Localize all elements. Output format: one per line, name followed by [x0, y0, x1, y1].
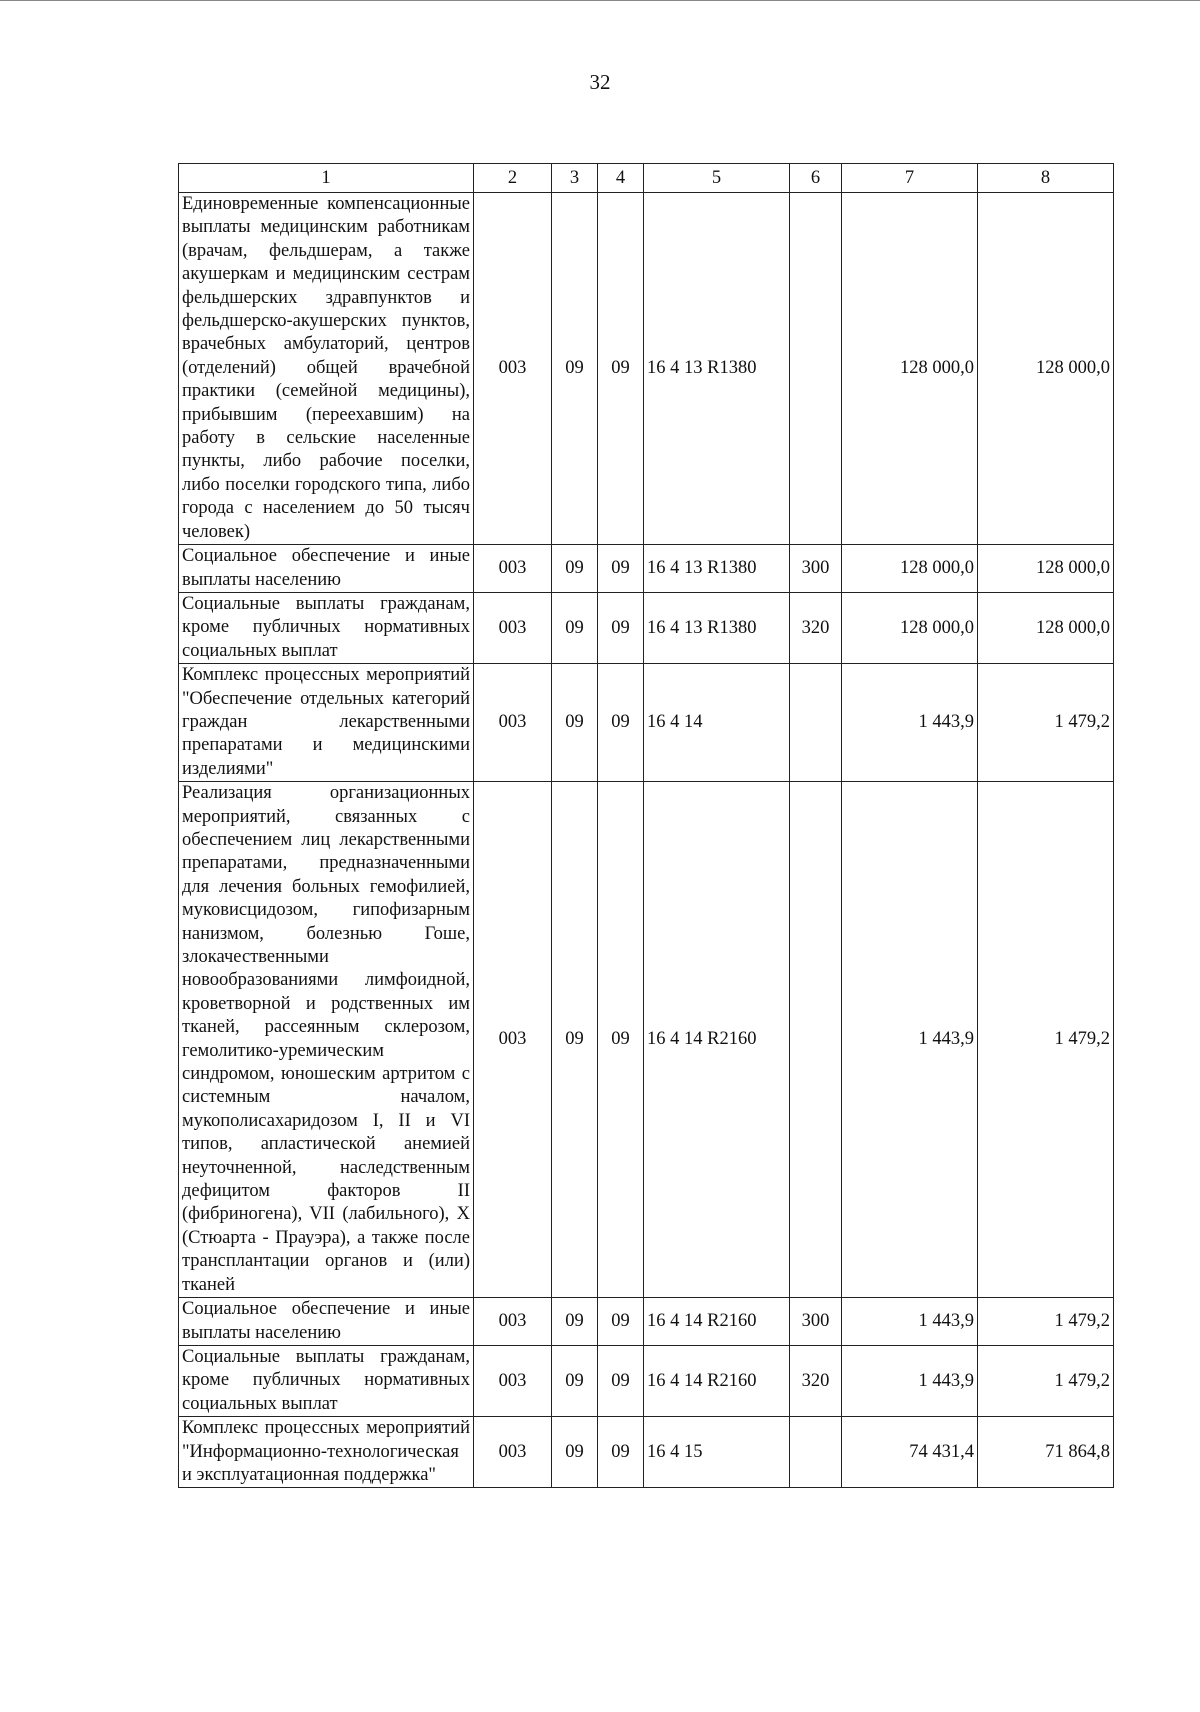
- row-ved-cell: 003: [474, 1345, 552, 1416]
- row-amount-1-cell: 128 000,0: [842, 592, 978, 663]
- table-row: [179, 193, 1114, 545]
- header-col-6: 6: [790, 164, 842, 193]
- row-target-code-cell: 16 4 13 R1380: [644, 193, 790, 545]
- row-section-cell: 09: [552, 592, 598, 663]
- row-ved-cell: 003: [474, 782, 552, 1298]
- header-col-8: 8: [978, 164, 1114, 193]
- row-subsection-cell: 09: [598, 664, 644, 782]
- row-name-cell: Комплекс процессных мероприятий "Обеспечение отдельных категорий граждан лекарственными препаратами и медицинскими изделиями": [179, 664, 474, 782]
- row-amount-1-cell: 1 443,9: [842, 1298, 978, 1346]
- table-header: [179, 164, 1114, 193]
- table-row: [179, 1417, 1114, 1488]
- row-ved-cell: 003: [474, 193, 552, 545]
- table-row: [179, 782, 1114, 1298]
- row-amount-2-cell: 128 000,0: [978, 545, 1114, 593]
- header-col-4: 4: [598, 164, 644, 193]
- row-amount-2-cell: 128 000,0: [978, 193, 1114, 545]
- row-expense-type-cell: 300: [790, 545, 842, 593]
- row-expense-type-cell: [790, 1417, 842, 1488]
- row-target-code-cell: 16 4 14: [644, 664, 790, 782]
- row-subsection-cell: 09: [598, 1345, 644, 1416]
- row-subsection-cell: 09: [598, 592, 644, 663]
- row-target-code-cell: 16 4 13 R1380: [644, 592, 790, 663]
- row-expense-type-cell: 320: [790, 592, 842, 663]
- row-section-cell: 09: [552, 193, 598, 545]
- table-row: [179, 1298, 1114, 1346]
- row-target-code-cell: 16 4 14 R2160: [644, 782, 790, 1298]
- row-ved-cell: 003: [474, 1298, 552, 1346]
- row-subsection-cell: 09: [598, 193, 644, 545]
- table-row: [179, 592, 1114, 663]
- row-amount-1-cell: 128 000,0: [842, 545, 978, 593]
- row-amount-2-cell: 1 479,2: [978, 1345, 1114, 1416]
- row-subsection-cell: 09: [598, 1298, 644, 1346]
- header-col-2: 2: [474, 164, 552, 193]
- row-amount-2-cell: 1 479,2: [978, 1298, 1114, 1346]
- table-row: [179, 1345, 1114, 1416]
- row-expense-type-cell: 320: [790, 1345, 842, 1416]
- row-amount-1-cell: 1 443,9: [842, 782, 978, 1298]
- row-amount-2-cell: 1 479,2: [978, 664, 1114, 782]
- row-amount-1-cell: 74 431,4: [842, 1417, 978, 1488]
- header-col-1: 1: [179, 164, 474, 193]
- header-row: [179, 164, 1114, 193]
- header-col-5: 5: [644, 164, 790, 193]
- row-name-cell: Реализация организационных мероприятий, связанных с обеспечением лиц лекарственными препаратами, предназначенными для лечения больных гемофилией, муковисцидозом, гипофизарным нанизмом, болезнью Гоше, злокачественными новообразованиями лимфоидной, кроветворной и родственных им тканей, рассеянным склерозом, гемолитико-уремическим синдромом, юношеским артритом с системным началом, мукополисахаридозом I, II и VI типов, апластической анемией неуточненной, наследственным дефицитом факторов II (фибриногена), VII (лабильного), X (Стюарта - Прауэра), а также после трансплантации органов и (или) тканей: [179, 782, 474, 1298]
- header-col-3: 3: [552, 164, 598, 193]
- table-row: [179, 545, 1114, 593]
- row-target-code-cell: 16 4 14 R2160: [644, 1298, 790, 1346]
- row-section-cell: 09: [552, 1345, 598, 1416]
- scan-top-edge: [0, 0, 1200, 1]
- row-amount-2-cell: 71 864,8: [978, 1417, 1114, 1488]
- row-section-cell: 09: [552, 1417, 598, 1488]
- row-subsection-cell: 09: [598, 545, 644, 593]
- row-name-cell: Единовременные компенсационные выплаты медицинским работникам (врачам, фельдшерам, а также акушеркам и медицинским сестрам фельдшерских здравпунктов и фельдшерско-акушерских пунктов, врачебных амбулаторий, центров (отделений) общей врачебной практики (семейной медицины), прибывшим (переехавшим) на работу в сельские населенные пункты, либо рабочие поселки, либо поселки городского типа, либо города с населением до 50 тысяч человек): [179, 193, 474, 545]
- row-subsection-cell: 09: [598, 782, 644, 1298]
- row-ved-cell: 003: [474, 664, 552, 782]
- row-expense-type-cell: 300: [790, 1298, 842, 1346]
- row-name-cell: Социальное обеспечение и иные выплаты населению: [179, 1298, 474, 1346]
- row-target-code-cell: 16 4 15: [644, 1417, 790, 1488]
- table-body: [179, 193, 1114, 1488]
- row-ved-cell: 003: [474, 545, 552, 593]
- row-section-cell: 09: [552, 1298, 598, 1346]
- row-amount-2-cell: 1 479,2: [978, 782, 1114, 1298]
- row-ved-cell: 003: [474, 1417, 552, 1488]
- row-amount-2-cell: 128 000,0: [978, 592, 1114, 663]
- budget-table: [178, 163, 1114, 1488]
- row-target-code-cell: 16 4 13 R1380: [644, 545, 790, 593]
- row-section-cell: 09: [552, 664, 598, 782]
- row-amount-1-cell: 128 000,0: [842, 193, 978, 545]
- row-name-cell: Социальные выплаты гражданам, кроме публичных нормативных социальных выплат: [179, 592, 474, 663]
- row-ved-cell: 003: [474, 592, 552, 663]
- row-expense-type-cell: [790, 664, 842, 782]
- row-expense-type-cell: [790, 782, 842, 1298]
- row-section-cell: 09: [552, 782, 598, 1298]
- row-section-cell: 09: [552, 545, 598, 593]
- page-number: 32: [589, 70, 611, 94]
- row-name-cell: Социальное обеспечение и иные выплаты населению: [179, 545, 474, 593]
- row-subsection-cell: 09: [598, 1417, 644, 1488]
- header-col-7: 7: [842, 164, 978, 193]
- row-name-cell: Социальные выплаты гражданам, кроме публичных нормативных социальных выплат: [179, 1345, 474, 1416]
- row-expense-type-cell: [790, 193, 842, 545]
- row-amount-1-cell: 1 443,9: [842, 1345, 978, 1416]
- row-amount-1-cell: 1 443,9: [842, 664, 978, 782]
- row-name-cell: Комплекс процессных мероприятий "Информационно-технологическая и эксплуатационная поддержка": [179, 1417, 474, 1488]
- row-target-code-cell: 16 4 14 R2160: [644, 1345, 790, 1416]
- table-row: [179, 664, 1114, 782]
